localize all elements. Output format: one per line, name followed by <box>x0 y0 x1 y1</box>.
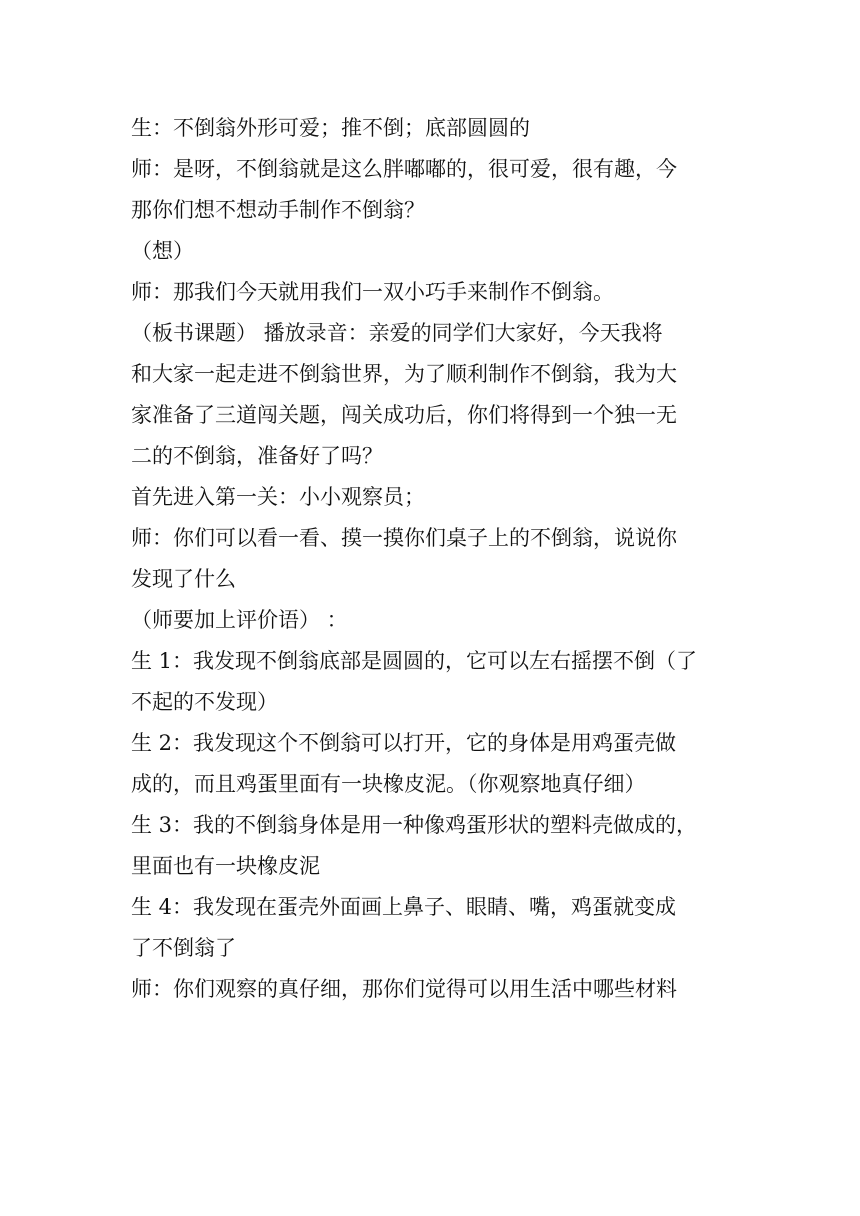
text-line-9: 二的不倒翁，准备好了吗？ <box>131 444 383 468</box>
text-line-2: 师：是呀，不倒翁就是这么胖嘟嘟的，很可爱，很有趣，今 <box>131 157 677 181</box>
document-body <box>131 108 736 1010</box>
text-line-18: 生 3：我的不倒翁身体是用一种像鸡蛋形状的塑料壳做成的， <box>131 813 698 837</box>
text-line-3: 那你们想不想动手制作不倒翁？ <box>131 198 425 222</box>
text-line-5: 师：那我们今天就用我们一双小巧手来制作不倒翁。 <box>131 280 614 304</box>
text-line-8: 家准备了三道闯关题，闯关成功后，你们将得到一个独一无 <box>131 403 677 427</box>
text-line-21: 了不倒翁了 <box>131 936 236 960</box>
text-line-6: （板书课题） 播放录音：亲爱的同学们大家好，今天我将 <box>131 321 663 345</box>
text-line-12: 发现了什么 <box>131 567 236 591</box>
text-line-10: 首先进入第一关：小小观察员； <box>131 485 425 509</box>
text-line-20: 生 4：我发现在蛋壳外面画上鼻子、眼睛、嘴，鸡蛋就变成 <box>131 895 677 919</box>
text-line-13: （师要加上评价语） ： <box>131 608 348 632</box>
text-line-11: 师：你们可以看一看、摸一摸你们桌子上的不倒翁，说说你 <box>131 526 677 550</box>
text-line-4: （想） <box>131 239 194 263</box>
text-line-17: 成的，而且鸡蛋里面有一块橡皮泥。（你观察地真仔细） <box>131 772 646 796</box>
text-line-15: 不起的不发现） <box>131 690 278 714</box>
text-line-22: 师：你们观察的真仔细，那你们觉得可以用生活中哪些材料 <box>131 977 677 1001</box>
text-line-14: 生 1：我发现不倒翁底部是圆圆的，它可以左右摇摆不倒（了 <box>131 649 698 673</box>
text-line-1: 生：不倒翁外形可爱；推不倒；底部圆圆的 <box>131 116 530 140</box>
text-line-7: 和大家一起走进不倒翁世界，为了顺利制作不倒翁，我为大 <box>131 362 677 386</box>
text-line-16: 生 2：我发现这个不倒翁可以打开，它的身体是用鸡蛋壳做 <box>131 731 677 755</box>
text-line-19: 里面也有一块橡皮泥 <box>131 854 320 878</box>
